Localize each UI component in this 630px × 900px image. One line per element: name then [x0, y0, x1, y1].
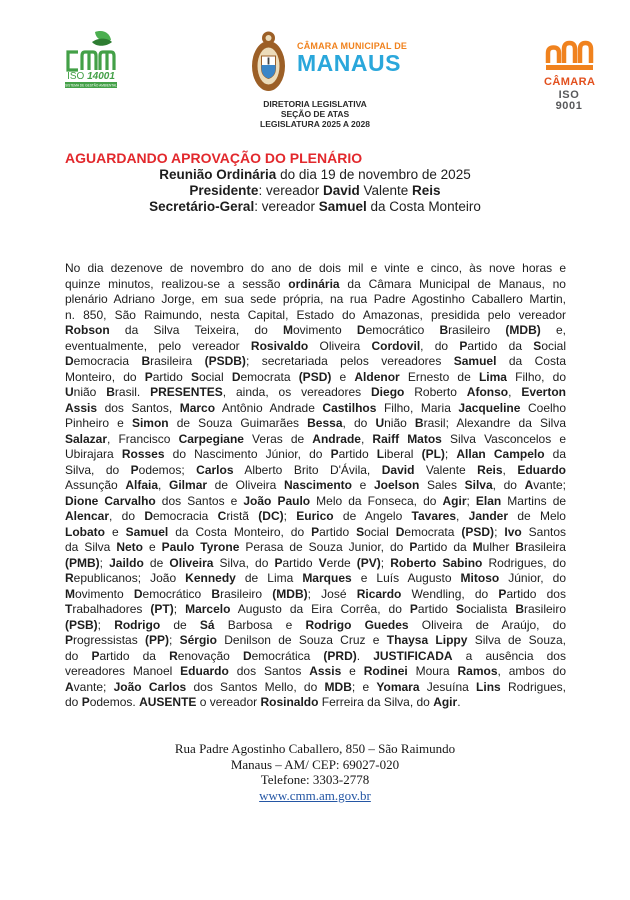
body-line: eventualmente, pelo vereador Rosivaldo Oliveira Cordovil, do Partido da Social — [65, 338, 566, 353]
minutes-body-paragraph — [65, 261, 566, 711]
body-line: No dia dezenove de novembro do ano de dois mil e vinte e cinco, às nove horas e — [65, 261, 566, 275]
department-line: DIRETORIA LEGISLATIVA — [263, 99, 367, 109]
meeting-secretary: Secretário-Geral: vereador Samuel da Costa Monteiro — [149, 198, 481, 214]
meeting-president: Presidente: vereador David Valente Reis — [189, 182, 441, 198]
body-line: Pinheiro e Simon de Souza Guimarães Bessa, do União Brasil; Alexandre da Silva — [65, 416, 567, 430]
meeting-title: Reunião Ordinária do dia 19 de novembro de 2025 — [159, 167, 471, 182]
body-line: União Brasil. PRESENTES, ainda, os vereadores Diego Roberto Afonso, Everton — [65, 385, 567, 399]
body-line: Democracia Brasileira (PSDB); secretariada pelos vereadores Samuel da Costa — [65, 354, 566, 368]
meeting-heading — [0, 167, 630, 214]
body-line: n. 850, São Raimundo, nesta Capital, Estado do Amazonas, presidida pelo vereador — [65, 307, 566, 322]
cmm-green-logo-icon — [64, 29, 118, 89]
body-line: da Silva Neto e Paulo Tyrone Perasa de Souza Junior, do Partido da Mulher Brasileira — [65, 540, 566, 554]
approval-status-banner: AGUARDANDO APROVAÇÃO DO PLENÁRIO — [65, 150, 363, 166]
body-line: Lobato e Samuel da Costa Monteiro, do Partido Social Democrata (PSD); Ivo Santos — [65, 524, 567, 539]
iso14001-banner-text: SISTEMA DE GESTÃO AMBIENTAL — [65, 83, 117, 88]
body-line: quinze minutos, realizou-se a sessão ordinária da Câmara Municipal de Manaus, no — [65, 276, 566, 291]
body-line: Silva, do Podemos; Carlos Alberto Brito D'Ávila, David Valente Reis, Eduardo — [65, 462, 567, 477]
body-line: Progressistas (PP); Sérgio Denilson de Souza Cruz e Thaysa Lippy Silva de Souza, — [65, 633, 566, 647]
manaus-crest-icon — [249, 30, 288, 93]
department-line: LEGISLATURA 2025 A 2028 — [260, 119, 370, 129]
body-line: do Partido da Renovação Democrática (PRD). JUSTIFICADA a ausência dos — [65, 648, 566, 663]
body-line: Assis dos Santos, Marco Antônio Andrade Castilhos Filho, Maria Jacqueline Coelho — [65, 400, 567, 415]
iso-14001-logo — [64, 29, 118, 94]
department-block — [0, 99, 630, 129]
body-line: vereadores Manoel Eduardo dos Santos Assis e Rodinei Moura Ramos, ambos do — [65, 664, 566, 678]
body-line: Alencar, do Democracia Cristã (DC); Eurico de Angelo Tavares, Jander de Melo — [65, 509, 566, 523]
footer-city: Manaus – AM/ CEP: 69027-020 — [230, 756, 400, 772]
website-link[interactable]: www.cmm.am.gov.br — [259, 787, 371, 803]
body-line: Trabalhadores (PT); Marcelo Augusto da Eira Corrêa, do Partido Socialista Brasileiro — [65, 602, 566, 616]
body-line: Ubirajara Rosses do Nascimento Júnior, do Partido Liberal (PL); Allan Campelo da — [65, 447, 567, 461]
body-line: Monteiro, do Partido Social Democrata (PSD) e Aldenor Ernesto de Lima Filho, do — [65, 369, 567, 384]
camara-arches-icon — [544, 38, 594, 71]
body-line: plenário Adriano Jorge, em sua sede própria, na rua Padre Agostinho Caballero Martin, — [65, 292, 566, 306]
body-line: (PSB); Rodrigo de Sá Barbosa e Rodrigo Guedes Oliveira de Araújo, do — [65, 617, 567, 632]
body-line: Dione Carvalho dos Santos e João Paulo Melo da Fonseca, do Agir; Elan Martins de — [65, 493, 567, 508]
body-line: Salazar, Francisco Carpegiane Veras de Andrade, Raiff Matos Silva Vasconcelos e — [65, 431, 566, 446]
body-line: do Podemos. AUSENTE o vereador Rosinaldo Ferreira da Silva, do Agir. — [65, 695, 461, 709]
body-line: Assunção Alfaia, Gilmar de Oliveira Nascimento e Joelson Sales Silva, do Avante; — [65, 478, 566, 492]
body-line: Movimento Democrático Brasileiro (MDB); José Ricardo Wendling, do Partido dos — [65, 586, 566, 601]
logo-city-name: MANAUS — [297, 50, 401, 76]
footer-address: Rua Padre Agostinho Caballero, 850 – São Raimundo — [174, 741, 456, 756]
page-footer — [0, 741, 630, 803]
body-line: Avante; João Carlos dos Santos Mello, do MDB; e Yomara Jesuína Lins Rodrigues, — [65, 679, 566, 694]
body-line: (PMB); Jaildo de Oliveira Silva, do Partido Verde (PV); Roberto Sabino Rodrigues, do — [65, 555, 566, 570]
camara-manaus-logo — [249, 30, 407, 93]
logo-camara-label: CÂMARA — [544, 76, 596, 88]
department-line: SEÇÃO DE ATAS — [280, 109, 350, 119]
body-line: Republicanos; João Kennedy de Lima Marques e Luís Augusto Mitoso Júnior, do — [65, 571, 566, 585]
logo-iso9001-label: ISO 9001 — [555, 89, 583, 112]
logo-caption: CÂMARA MUNICIPAL DE — [297, 41, 408, 51]
svg-text:ISO 14001: ISO 14001 — [67, 71, 115, 82]
footer-phone: Telefone: 3303-2778 — [260, 772, 370, 787]
body-line: Robson da Silva Teixeira, do Movimento Democrático Brasileiro (MDB) e, — [65, 323, 566, 337]
